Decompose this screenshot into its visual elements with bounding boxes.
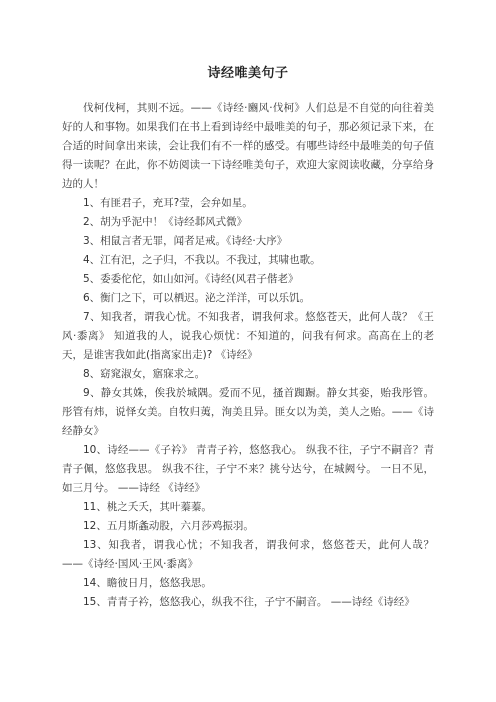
quote-item-9: 9、静女其姝，俟我於城隅。爱而不见，搔首踟蹰。静女其娈，贻我彤管。彤管有炜，说怿女美。自牧归荑，洵美且异。匪女以为美，美人之贻。——《诗经静女》 — [62, 387, 434, 437]
quote-item-5: 5、委委佗佗，如山如河。《诗经(风君子偕老》 — [83, 273, 299, 285]
quote-item-6: 6、衡门之下，可以栖迟。泌之洋洋，可以乐饥。 — [83, 292, 311, 304]
quote-item-10: 10、诗经——《子衿》 青青子衿，悠悠我心。 纵我不往，子宁不嗣音？青青子佩，悠悠我思。 纵我不往，子宁不来？挑兮达兮，在城阙兮。 一日不见，如三月兮。 ——诗经 《诗经》 — [62, 444, 434, 494]
quote-item-13: 13、知我者，谓我心忧；不知我者，谓我何求，悠悠苍天，此何人哉？ ——《诗经·国风·王风·黍离》 — [62, 539, 434, 570]
quote-item-11: 11、桃之夭夭，其叶蓁蓁。 — [83, 501, 212, 513]
quote-item-4: 4、江有汜，之子归，不我以。不我过，其啸也歌。 — [83, 254, 321, 266]
document-title: 诗经唯美句子 — [207, 66, 289, 81]
quote-item-2: 2、胡为乎泥中！《诗经邶风式微》 — [83, 216, 248, 228]
quote-item-7: 7、知我者，谓我心忧。不知我者，谓我何求。悠悠苍天，此何人哉？《王风·黍离》 知道我的人，说我心烦忧：不知道的，问我有何求。高高在上的老天，是谁害我如此(指离家出走)? 《诗经》 — [62, 311, 434, 361]
document-body — [62, 99, 434, 612]
intro-paragraph: 伐柯伐柯，其则不远。——《诗经·豳风·伐柯》人们总是不自觉的向往着美好的人和事物。如果我们在书上看到诗经中最唯美的句子，那必须记录下来，在合适的时间拿出来读，会让我们有不一样的感受。有哪些诗经中最唯美的句子值得一读呢？在此，你不妨阅读一下诗经唯美句子，欢迎大家阅读收藏，分享给身边的人！ — [62, 102, 434, 190]
quote-item-12: 12、五月斯螽动股，六月莎鸡振羽。 — [83, 520, 254, 532]
quote-item-15: 15、青青子衿，悠悠我心，纵我不往，子宁不嗣音。 ——诗经《诗经》 — [83, 596, 415, 608]
quote-item-1: 1、有匪君子，充耳?莹，会弁如星。 — [83, 197, 253, 209]
quote-item-14: 14、瞻彼日月，悠悠我思。 — [83, 577, 212, 589]
quote-item-3: 3、相鼠言者无罪，闻者足戒。《诗经·大序》 — [83, 235, 288, 247]
quote-item-8: 8、窈窕淑女，寤寐求之。 — [83, 368, 206, 380]
